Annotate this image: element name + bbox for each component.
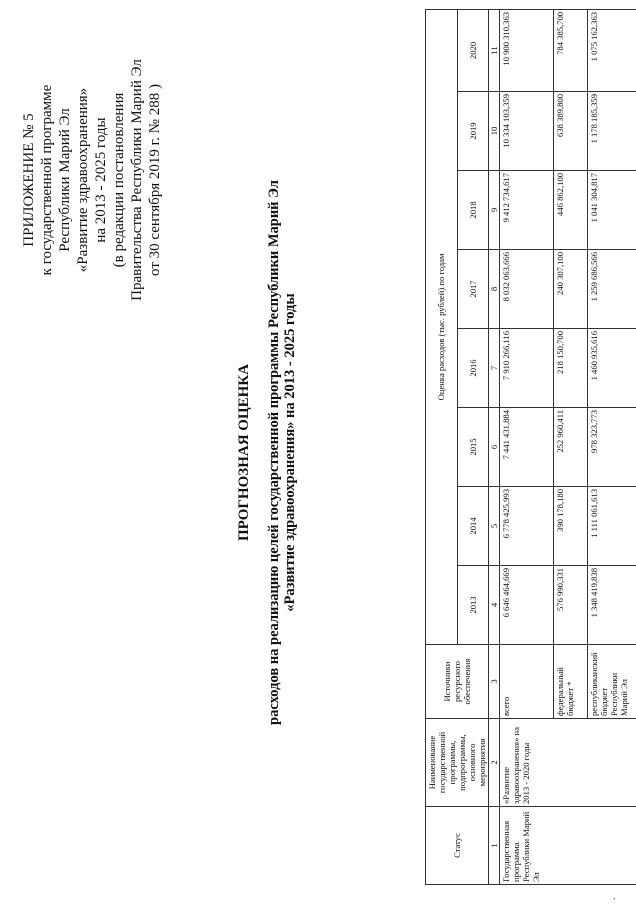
cell-value: 240 307,100 [554, 250, 588, 329]
cell-value: 252 960,411 [554, 408, 588, 487]
header-year: 2013 [457, 566, 489, 645]
cell-value: 638 389,800 [554, 92, 588, 171]
cell-value: 1 460 935,616 [588, 329, 636, 408]
header-year: 2020 [457, 9, 489, 91]
page-mark: . [607, 897, 618, 900]
header-estimate: Оценка расходов (тыс. рублей) по годам [426, 9, 458, 644]
header-year: 2017 [457, 250, 489, 329]
column-index: 5 [489, 487, 500, 566]
table-row [500, 9, 554, 884]
cell-value: 7 910 266,116 [500, 329, 554, 408]
column-index: 3 [489, 645, 500, 719]
cell-value: 6 778 425,993 [500, 487, 554, 566]
appendix-line: ПРИЛОЖЕНИЕ № 5 [21, 113, 37, 247]
appendix-block [20, 15, 164, 345]
cell-value: 1 259 686,566 [588, 250, 636, 329]
column-index: 1 [489, 807, 500, 885]
cell-value: 1 041 304,817 [588, 171, 636, 250]
header-year: 2019 [457, 92, 489, 171]
column-index: 9 [489, 171, 500, 250]
cell-value: 390 178,180 [554, 487, 588, 566]
cell-value: 1 348 419,838 [588, 566, 636, 645]
cell-value: 218 150,700 [554, 329, 588, 408]
cell-value: 1 075 162,363 [588, 9, 636, 91]
cell-value: 10 334 103,359 [500, 92, 554, 171]
cell-source: республиканский бюджет Республики Марий Эл [588, 645, 636, 719]
column-index-row [489, 9, 500, 884]
cell-value: 1 178 185,359 [588, 92, 636, 171]
column-index: 8 [489, 250, 500, 329]
header-year: 2016 [457, 329, 489, 408]
cell-source: всего [500, 645, 554, 719]
column-index: 7 [489, 329, 500, 408]
column-index: 2 [489, 719, 500, 807]
document-subtitle: расходов на реализацию целей государственной программы Республики Марий Эл [266, 180, 282, 725]
appendix-line: (в редакции постановления [111, 92, 127, 268]
cell-value: 576 990,331 [554, 566, 588, 645]
cell-source: федеральный бюджет * [554, 645, 588, 719]
cell-value: 978 323,773 [588, 408, 636, 487]
document-title: ПРОГНОЗНАЯ ОЦЕНКА [236, 364, 252, 542]
appendix-line: к государственной программе [39, 84, 55, 276]
header-year: 2014 [457, 487, 489, 566]
cell-value: 9 412 734,617 [500, 171, 554, 250]
cell-value: 7 441 431,884 [500, 408, 554, 487]
appendix-line: Республики Марий Эл [57, 108, 73, 252]
cell-value: 8 032 063,666 [500, 250, 554, 329]
cell-name: «Развитие здравоохранения» на 2013 - 2020 годы [500, 719, 636, 807]
header-status: Статус [426, 807, 489, 885]
expenditure-table [425, 9, 636, 885]
header-source: Источники ресурсного обеспечения [426, 645, 489, 719]
cell-value: 1 111 061,613 [588, 487, 636, 566]
cell-value: 446 862,100 [554, 171, 588, 250]
header-year: 2018 [457, 171, 489, 250]
cell-value: 6 646 464,669 [500, 566, 554, 645]
column-index: 4 [489, 566, 500, 645]
header-name: Наименование государственной программы, подпрограммы, основного мероприятия [426, 719, 489, 807]
appendix-line: на 2013 - 2025 годы [93, 117, 109, 243]
column-index: 11 [489, 9, 500, 91]
cell-value: 784 385,700 [554, 9, 588, 91]
appendix-line: Правительства Республики Марий Эл [129, 59, 145, 301]
column-index: 6 [489, 408, 500, 487]
document-subtitle-2: «Развитие здравоохранения» на 2013 - 2025 годы [282, 293, 298, 612]
appendix-line: от 30 сентября 2019 г. № 288 ) [147, 84, 163, 276]
column-index: 10 [489, 92, 500, 171]
cell-value: 10 900 310,363 [500, 9, 554, 91]
header-year: 2015 [457, 408, 489, 487]
appendix-line: «Развитие здравоохранения» [75, 87, 91, 273]
cell-status: Государственная программа Республики Марий Эл [500, 807, 636, 885]
